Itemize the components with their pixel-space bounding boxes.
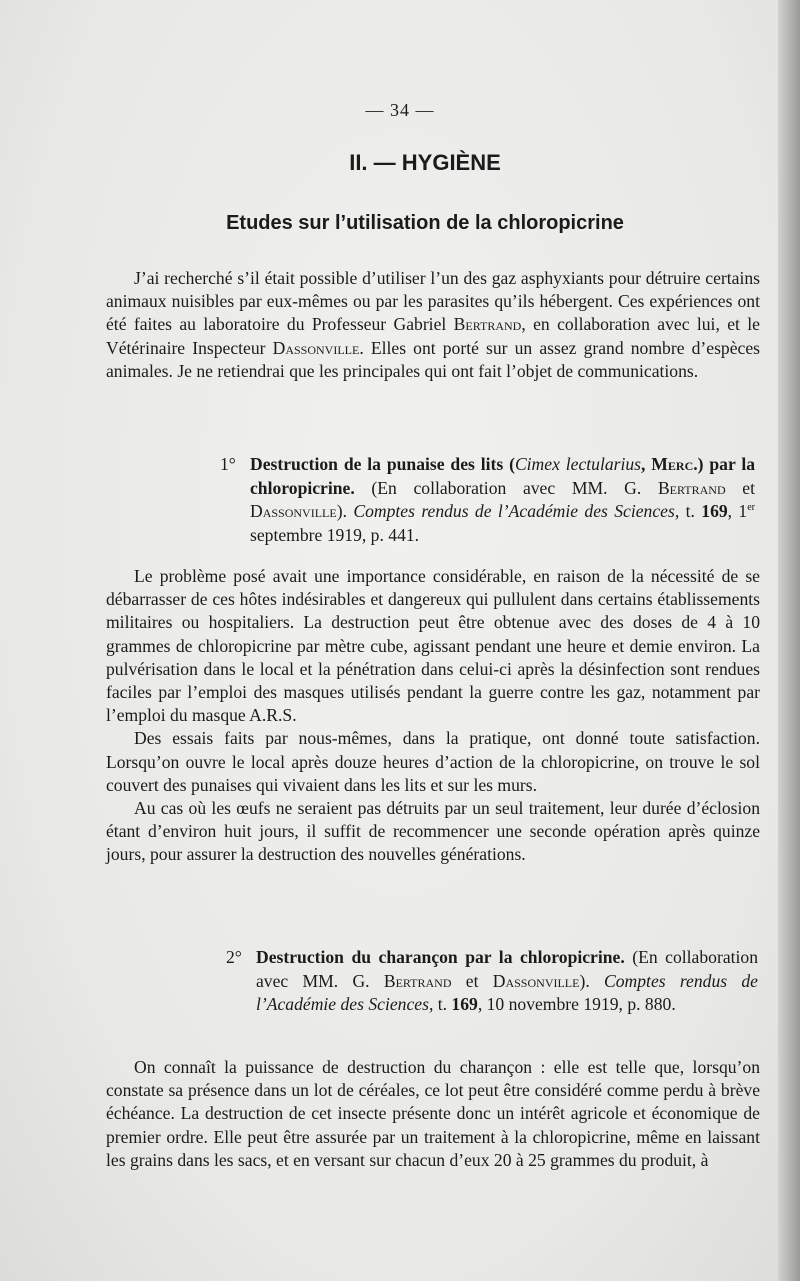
species-name: Cimex lectularius	[514, 454, 642, 474]
journal-name: Comptes rendus de l’Académie des Sciences	[256, 970, 758, 1015]
publication-entry-1: 1° Destruction de la punaise des lits (Cimex lectularius, Merc.) par la chloropicrine. (En collaboration avec MM. G. Bertrand et Dassonville). Comptes rendus de l’Académie des Sciences, t. 169, 1er septembre 1919, p. 441.	[220, 454, 756, 545]
journal-name: Comptes rendus de l’Académie des Sciences	[353, 501, 675, 522]
section-title: II. — HYGIÈNE	[349, 150, 501, 175]
body-paragraph: On connaît la puissance de destruction du charançon : elle est telle que, lorsqu’on constate sa présence dans un lot de céréales, ce lot peut être considéré comme perdu à brève échéance. La destruction de cet insecte présente donc un intérêt agricole et économique de premier ordre. Elle peut être assurée par un traitement à la chloropicrine, même en laissant les grains dans les sacs, et en versant sur chacun d’eux 20 à 25 grammes du produit, à	[106, 1057, 760, 1170]
body-paragraph: Des essais faits par nous-mêmes, dans la pratique, ont donné toute satisfaction. Lorsqu’on ouvre le local après douze heures d’action de la chloropicrine, on trouve le sol couvert des punaises qui vivaient dans les lits et sur les murs.	[106, 728, 760, 795]
body-paragraph: Le problème posé avait une importance considérable, en raison de la nécessité de se débarrasser de ces hôtes indésirables et dangereux qui pullulent dans certains établissements militaires ou hospitaliers. La destruction peut être obtenue avec des doses de 4 à 10 grammes de chloropicrine par mètre cube, agissant pendant une heure et demie environ. La pulvérisation dans le local et la pénétration dans celui-ci après la désinfection sont rendues faciles par l’emploi des masques utilisés pendant la guerre contre les gaz, notamment par l’emploi du masque A.R.S.	[106, 566, 760, 726]
publication-entry-2: 2° Destruction du charançon par la chloropicrine. (En collaboration avec MM. G. Bertrand et Dassonville). Comptes rendus de l’Académie des Sciences, t. 169, 10 novembre 1919, p. 880.	[226, 947, 758, 1015]
entry-number: 1°	[220, 454, 236, 474]
body-paragraph: Au cas où les œufs ne seraient pas détruits par un seul traitement, leur durée d’éclosion étant d’environ huit jours, il suffit de recommencer une seconde opération après quinze jours, pour assurer la destruction des nouvelles générations.	[106, 798, 760, 865]
page-edge-shadow	[778, 0, 800, 1281]
body-section-1	[106, 565, 760, 867]
body-section-2	[106, 1056, 760, 1172]
author-name: Dassonville	[272, 337, 360, 358]
entry-number: 2°	[226, 947, 242, 967]
intro-paragraph	[106, 267, 760, 383]
author-name: Bertrand	[453, 314, 522, 335]
subsection-title: Etudes sur l’utilisation de la chloropicrine	[226, 212, 624, 234]
intro-text: J’ai recherché s’il était possible d’utiliser l’un des gaz asphyxiants pour détruire certains animaux nuisibles par eux-mêmes ou par les parasites qu’ils hébergent. Ces expériences ont été faites au laboratoire du Professeur Gabriel Bertrand, en collaboration avec lui, et le Vétérinaire Inspecteur Dassonville. Elles ont porté sur un assez grand nombre d’espèces animales. Je ne retiendrai que les principales qui ont fait l’objet de communications.	[106, 268, 760, 381]
page-number: — 34 —	[365, 100, 435, 120]
